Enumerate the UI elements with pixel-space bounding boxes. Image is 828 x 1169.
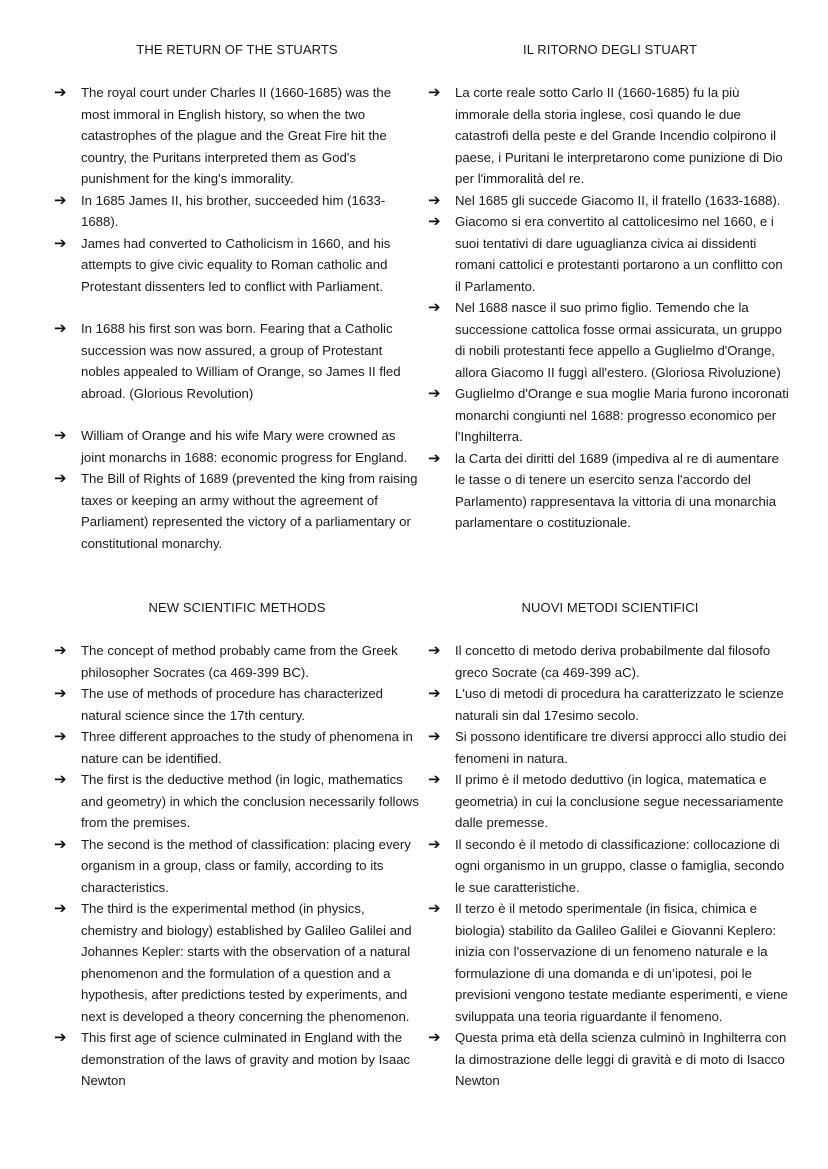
section-heading-italian: IL RITORNO DEGLI STUART [523,42,697,57]
right-arrow-icon: ➔ [54,319,67,337]
list-item: ➔ The third is the experimental method (in physics, chemistry and biology) established by Galileo Galilei and Johannes Kepler: starts with the observation of a natural phenomenon and the formulation of a question and a hypothesis, after predictions tested by experiments, and next is developed a theory concerning the phenomenon. [54,899,412,1024]
right-arrow-icon: ➔ [428,212,441,230]
list-item: ➔ The use of methods of procedure has characterized natural science since the 17th century. [54,684,384,723]
english-column [54,40,420,554]
list-item: ➔ La corte reale sotto Carlo II (1660-1685) fu la più immorale della storia inglese, così quando le due catastrofi della peste e del Grande Incendio colpirono il paese, i Puritani le interpretarono come punizione di Dio per l'immoralità del re. [428,83,783,186]
list-item: ➔ Il primo è il metodo deduttivo (in logica, matematica e geometria) in cui la conclusione segue necessariamente dalle premesse. [428,770,784,830]
right-arrow-icon: ➔ [428,684,441,702]
list-item: ➔ Si possono identificare tre diversi approcci allo studio dei fenomeni in natura. [428,727,787,766]
list-item: ➔ Nel 1685 gli succede Giacomo II, il fratello (1633-1688). [428,190,792,212]
italian-column [428,40,792,534]
list-item: ➔ The second is the method of classification: placing every organism in a group, class or family, according to its characteristics. [54,834,411,895]
section-heading-italian: NUOVI METODI SCIENTIFICI [521,600,699,615]
right-arrow-icon: ➔ [54,899,67,917]
section-heading-english: NEW SCIENTIFIC METHODS [148,600,326,615]
list-item: ➔ Il terzo è il metodo sperimentale (in fisica, chimica e biologia) stabilito da Galileo Galilei e Giovanni Keplero: inizia con l'osservazione di un fenomeno naturale e la formulazione di una domanda e di un’ipotesi, poi le previsioni vengono testate mediante esperimenti, e viene sviluppata una teoria riguardante il fenomeno. [428,899,788,1024]
list-item: ➔ The Bill of Rights of 1689 (prevented the king from raising taxes or keeping an army without the agreement of Parliament) represented the victory of a parliamentary or constitutional monarchy. [54,469,418,551]
list-item: ➔ The concept of method probably came from the Greek philosopher Socrates (ca 469-399 BC). [54,641,398,680]
right-arrow-icon: ➔ [54,1028,67,1046]
right-arrow-icon: ➔ [54,770,67,788]
right-arrow-icon: ➔ [428,727,441,745]
right-arrow-icon: ➔ [428,899,441,917]
list-item: ➔ Guglielmo d'Orange e sua moglie Maria furono incoronati monarchi congiunti nel 1688: progresso economico per l'Inghilterra. [428,384,789,444]
list-item: ➔ L'uso di metodi di procedura ha caratterizzato le scienze naturali sin dal 17esimo secolo. [428,684,784,723]
right-arrow-icon: ➔ [54,190,67,209]
bullet-list-italian [428,82,792,534]
list-item: ➔ Il secondo è il metodo di classificazione: collocazione di ogni organismo in un gruppo, classe o famiglia, secondo le sue caratteristiche. [428,834,785,895]
right-arrow-icon: ➔ [428,83,441,101]
list-item: ➔ The first is the deductive method (in logic, mathematics and geometry) in which the conclusion necessarily follows from the premises. [54,770,419,830]
list-item: ➔ Il concetto di metodo deriva probabilmente dal filosofo greco Socrate (ca 469-399 aC). [428,641,771,680]
english-column [54,598,420,1092]
list-item: ➔ Questa prima età della scienza culminò in Inghilterra con la dimostrazione delle leggi di gravità e di moto di Isacco Newton [428,1028,787,1088]
list-item: ➔ Giacomo si era convertito al cattolicesimo nel 1660, e i suoi tentativi di dare uguaglianza civica ai dissidenti romani cattolici e protestanti portarono a un conflitto con il Parlamento. [428,212,783,294]
right-arrow-icon: ➔ [54,83,67,101]
right-arrow-icon: ➔ [54,834,67,853]
bullet-list-english [54,82,420,554]
list-item: ➔ la Carta dei diritti del 1689 (impediva al re di aumentare le tasse o di tenere un esercito senza l'accordo del Parlamento) rappresentava la vittoria di una monarchia parlamentare o costituzionale. [428,448,779,530]
section-heading-english: THE RETURN OF THE STUARTS [136,42,338,57]
list-item: ➔ Three different approaches to the study of phenomena in nature can be identified. [54,727,413,766]
right-arrow-icon: ➔ [54,469,67,487]
right-arrow-icon: ➔ [428,298,441,316]
right-arrow-icon: ➔ [428,448,441,467]
right-arrow-icon: ➔ [428,641,441,659]
right-arrow-icon: ➔ [428,190,441,209]
right-arrow-icon: ➔ [428,770,441,788]
list-item: ➔ This first age of science culminated in England with the demonstration of the laws of gravity and motion by Isaac Newton [54,1028,411,1088]
list-item: ➔ William of Orange and his wife Mary were crowned as joint monarchs in 1688: economic progress for England. [54,426,408,465]
right-arrow-icon: ➔ [428,834,441,853]
right-arrow-icon: ➔ [54,641,67,659]
right-arrow-icon: ➔ [54,426,67,444]
right-arrow-icon: ➔ [54,233,67,252]
list-item: ➔ In 1685 James II, his brother, succeeded him (1633-1688). [54,190,386,229]
right-arrow-icon: ➔ [54,727,67,745]
right-arrow-icon: ➔ [428,384,441,402]
list-item: ➔ Nel 1688 nasce il suo primo figlio. Temendo che la successione cattolica fosse ormai assicurata, un gruppo di nobili protestanti fece appello a Guglielmo d'Orange, allora Giacomo II fuggì all'estero. (Gloriosa Rivoluzione) [428,298,782,380]
bullet-list-italian [428,640,792,1092]
right-arrow-icon: ➔ [428,1028,441,1046]
list-item: ➔ In 1688 his first son was born. Fearing that a Catholic succession was now assured, a group of Protestant nobles appealed to William of Orange, so James II fled abroad. (Glorious Revolution) [54,319,401,401]
list-item: ➔ The royal court under Charles II (1660-1685) was the most immoral in English history, so when the two catastrophes of the plague and the Great Fire hit the country, the Puritans interpreted them as God's punishment for the king's immorality. [54,83,392,186]
bullet-list-english [54,640,420,1092]
right-arrow-icon: ➔ [54,684,67,702]
italian-column [428,598,792,1092]
list-item: ➔ James had converted to Catholicism in 1660, and his attempts to give civic equality to Roman catholic and Protestant dissenters led to conflict with Parliament. [54,233,391,294]
